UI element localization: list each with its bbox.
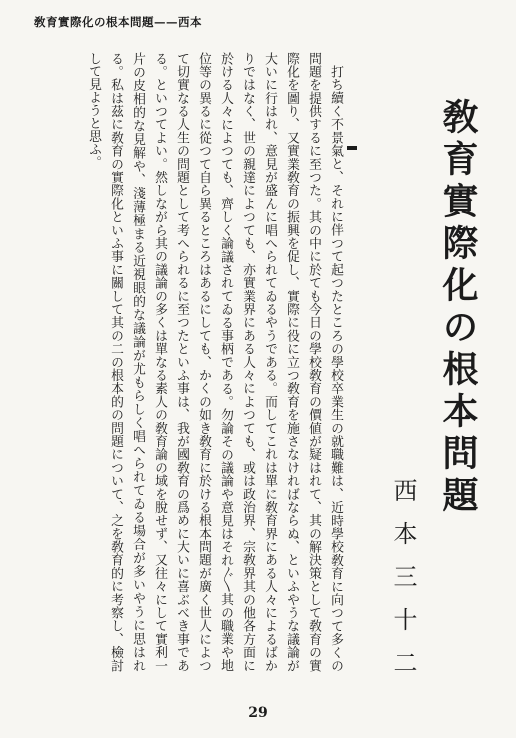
paragraph: 打ち續く不景氣と、それに伴つて起つたところの學校卒業生の就職難は、近時學校敎育に向つて多くの問題を提供するに至つた。其の中に於ても今日の學校敎育の價値が疑はれて、其の解決策として敎育の實際化を圖り、又實業敎育の振興を促し、實際に役に立つ敎育を施さなければならぬ、といふやうな議論が大いに行はれ、意見が盛んに唱へられてゐるやうである。而してこれは單に敎育界にある人々によるばかりではなく、世の親達によつても、亦實業界にある人々によつても、或は政治界、宗敎界其の他各方面に於ける人々によつても、齊しく論議されてゐる事柄である。勿論その議論や意見はそれ〴〵其の職業や地位等の異るに從つて自ら異るところはあるにしても、かくの如き敎育に於ける根本問題が廣く世人によつて切實なる人生の問題として考へられるに至つたといふ事は、我が國敎育の爲めに大いに喜ぶべき事である。といつてよい。然しながら其の議論の多くは單なる素人の敎育論の域を脫せず、又往々にして實利一片の皮相的な見解や、淺薄極まる近視眼的な議論が尤もらしく唱へられてゐる場合が多いやうに思はれる。私は茲に敎育の實際化といふ事に關して其の二の根本的の問題について、之を敎育的に考察し、檢討して見ようと思ふ。 — [86, 52, 343, 672]
running-head: 敎育實際化の根本問題——西本 — [34, 15, 202, 29]
body-text — [38, 52, 346, 672]
page-number: 29 — [248, 705, 268, 721]
article-title: 敎育實際化の根本問題 — [437, 98, 479, 518]
section-number-mark — [347, 146, 357, 150]
author-name: 西本三十二 — [389, 478, 417, 693]
